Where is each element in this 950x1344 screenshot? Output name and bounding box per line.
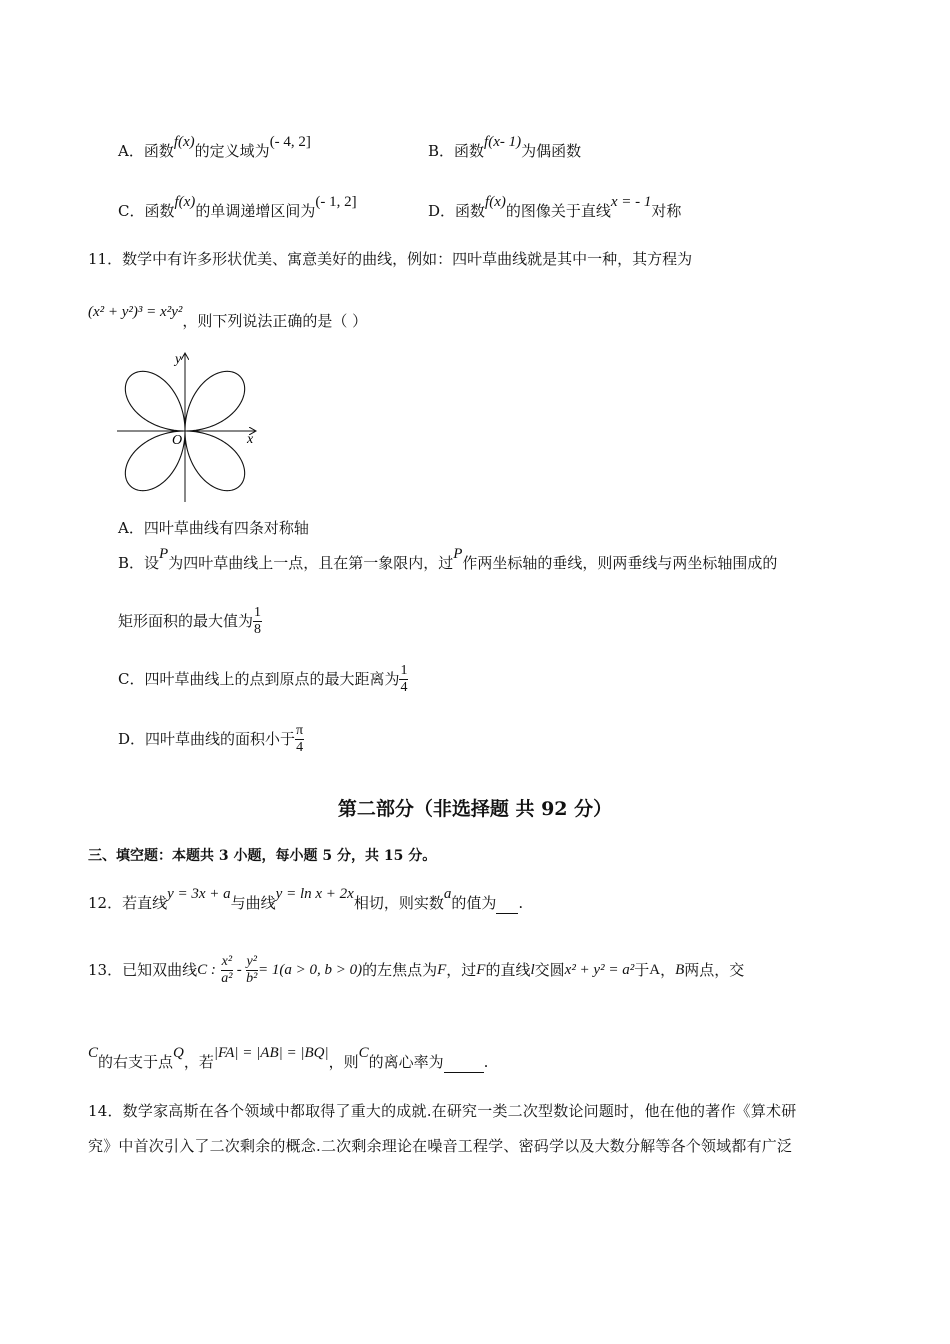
q13: 13．已知双曲线C : $\frac{\text{x²}}{\text{a²}}$ - $\frac{\text{y²}}{\text{b²}}$ = 1(a > 0, b > 0)的左焦点为F，过F的直线l交圆x² + y² = a²于A，B两点，交 <box>88 953 745 986</box>
q10-option-b: B．函数f(x- 1)为偶函数 <box>428 134 582 160</box>
q11-option-b: B．设P为四叶草曲线上一点，且在第一象限内，过P作两坐标轴的垂线，则两垂线与两坐标轴围成的 <box>118 546 778 572</box>
fraction-pi-4: $\frac{\pi}{4}$ <box>296 722 304 755</box>
y-squared-over-b-squared: $\frac{\text{y²}}{\text{b²}}$ <box>246 953 258 986</box>
q14-line-1: 14．数学家高斯在各个领域中都取得了重大的成就.在研究一类二次型数论问题时，他在他的著作《算术研 <box>88 1102 797 1120</box>
q10-option-a: A．函数f(x)的定义域为(- 4, 2] <box>118 134 311 160</box>
x-squared-over-a-squared: $\frac{\text{x²}}{\text{a²}}$ <box>221 953 233 986</box>
section-three-heading: 三、填空题：本题共 3 小题，每小题 5 分，共 15 分。 <box>88 848 437 864</box>
q11-stem-2: (x² + y²)³ = x²y²，则下列说法正确的是（ ） <box>88 304 368 330</box>
q11-option-d: D．四叶草曲线的面积小于 $\frac{\pi}{4}$ <box>118 722 304 755</box>
q11-stem: 11．数学中有许多形状优美、寓意美好的曲线，例如：四叶草曲线就是其中一种，其方程为 <box>88 250 693 268</box>
part-two-title: 第二部分（非选择题 共 92 分） <box>337 798 613 820</box>
q10-option-c: C．函数f(x)的单调递增区间为(- 1, 2] <box>118 194 357 220</box>
q13-cont: C的右支于点Q，若|FA| = |AB| = |BQ|，则C的离心率为 . <box>88 1045 489 1071</box>
q14-line-2: 究》中首次引入了二次剩余的概念.二次剩余理论在噪音工程学、密码学以及大数分解等各个领域都有广泛 <box>88 1137 793 1155</box>
x-axis-label: x <box>247 432 254 447</box>
fraction-1-8: $\frac{1}{8}$ <box>254 604 262 637</box>
origin-label: O <box>172 433 183 448</box>
q12: 12．若直线y = 3x + a与曲线y = ln x + 2x相切，则实数a的值为 . <box>88 886 524 912</box>
fraction-1-4: $\frac{1}{4}$ <box>400 662 408 695</box>
four-leaf-clover-graph <box>115 350 265 505</box>
q11-option-b-cont: 矩形面积的最大值为 $\frac{1}{8}$ <box>118 604 262 637</box>
q10-option-d: D．函数f(x)的图像关于直线x = - 1对称 <box>428 194 682 220</box>
q11-option-a: A．四叶草曲线有四条对称轴 <box>118 519 309 537</box>
q11-option-c: C．四叶草曲线上的点到原点的最大距离为 $\frac{1}{4}$ <box>118 662 408 695</box>
y-axis-label: y <box>175 352 182 367</box>
